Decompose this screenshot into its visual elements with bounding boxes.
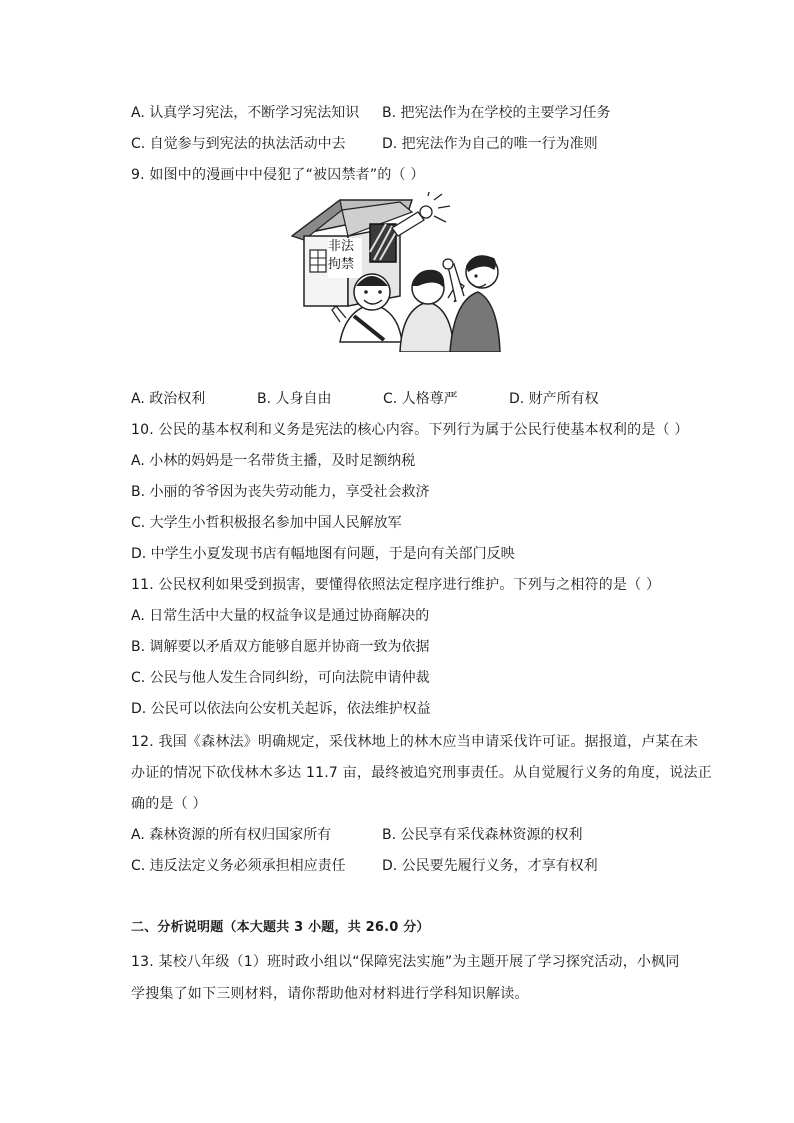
q11-option-b: B. 调解要以矛盾双方能够自愿并协商一致为依据 bbox=[131, 639, 430, 655]
q11-option-d: D. 公民可以依法向公安机关起诉，依法维护权益 bbox=[131, 701, 431, 717]
q12-stem-line3: 确的是（ ） bbox=[131, 796, 207, 812]
q9-option-d: D. 财产所有权 bbox=[509, 391, 599, 407]
q13-line2: 学搜集了如下三则材料，请你帮助他对材料进行学科知识解读。 bbox=[131, 986, 529, 1002]
q10-option-b: B. 小丽的爷爷因为丧失劳动能力，享受社会救济 bbox=[131, 484, 430, 500]
q12-option-a: A. 森林资源的所有权归国家所有 bbox=[131, 827, 332, 843]
q10-option-d: D. 中学生小夏发现书店有幅地图有问题，于是向有关部门反映 bbox=[131, 546, 515, 562]
sign-text: 非法拘禁 bbox=[328, 239, 355, 272]
q12-stem-line2: 办证的情况下砍伐林木多达 11.7 亩，最终被追究刑事责任。从自觉履行义务的角度，说法正 bbox=[131, 765, 712, 781]
q13-line1: 13. 某校八年级（1）班时政小组以“保障宪法实施”为主题开展了学习探究活动，小枫同 bbox=[131, 954, 680, 970]
q9-stem: 9. 如图中的漫画中中侵犯了“被囚禁者”的（ ） bbox=[131, 167, 425, 183]
q9-option-b: B. 人身自由 bbox=[257, 391, 332, 407]
q12-option-d: D. 公民要先履行义务，才享有权利 bbox=[382, 858, 598, 874]
q12-option-b: B. 公民享有采伐森林资源的权利 bbox=[382, 827, 583, 843]
section2-heading: 二、分析说明题（本大题共 3 小题，共 26.0 分） bbox=[131, 920, 430, 935]
q11-option-a: A. 日常生活中大量的权益争议是通过协商解决的 bbox=[131, 608, 430, 624]
q8-option-c: C. 自觉参与到宪法的执法活动中去 bbox=[131, 136, 346, 152]
q8-option-b: B. 把宪法作为在学校的主要学习任务 bbox=[382, 105, 611, 121]
q8-option-d: D. 把宪法作为自己的唯一行为准则 bbox=[382, 136, 598, 152]
q12-option-c: C. 违反法定义务必须承担相应责任 bbox=[131, 858, 346, 874]
illegal-detention-cartoon bbox=[288, 192, 506, 352]
q10-option-a: A. 小林的妈妈是一名带货主播，及时足额纳税 bbox=[131, 453, 416, 469]
q9-option-c: C. 人格尊严 bbox=[383, 391, 458, 407]
q10-option-c: C. 大学生小哲积极报名参加中国人民解放军 bbox=[131, 515, 402, 531]
q8-option-a: A. 认真学习宪法，不断学习宪法知识 bbox=[131, 105, 360, 121]
q10-stem: 10. 公民的基本权利和义务是宪法的核心内容。下列行为属于公民行使基本权利的是（ ） bbox=[131, 422, 689, 438]
q11-option-c: C. 公民与他人发生合同纠纷，可向法院申请仲裁 bbox=[131, 670, 430, 686]
q11-stem: 11. 公民权利如果受到损害，要懂得依照法定程序进行维护。下列与之相符的是（ ） bbox=[131, 577, 661, 593]
person-right bbox=[443, 255, 500, 352]
q12-stem-line1: 12. 我国《森林法》明确规定，采伐林地上的林木应当申请采伐许可证。据报道，卢某在未 bbox=[131, 734, 699, 750]
q9-option-a: A. 政治权利 bbox=[131, 391, 206, 407]
